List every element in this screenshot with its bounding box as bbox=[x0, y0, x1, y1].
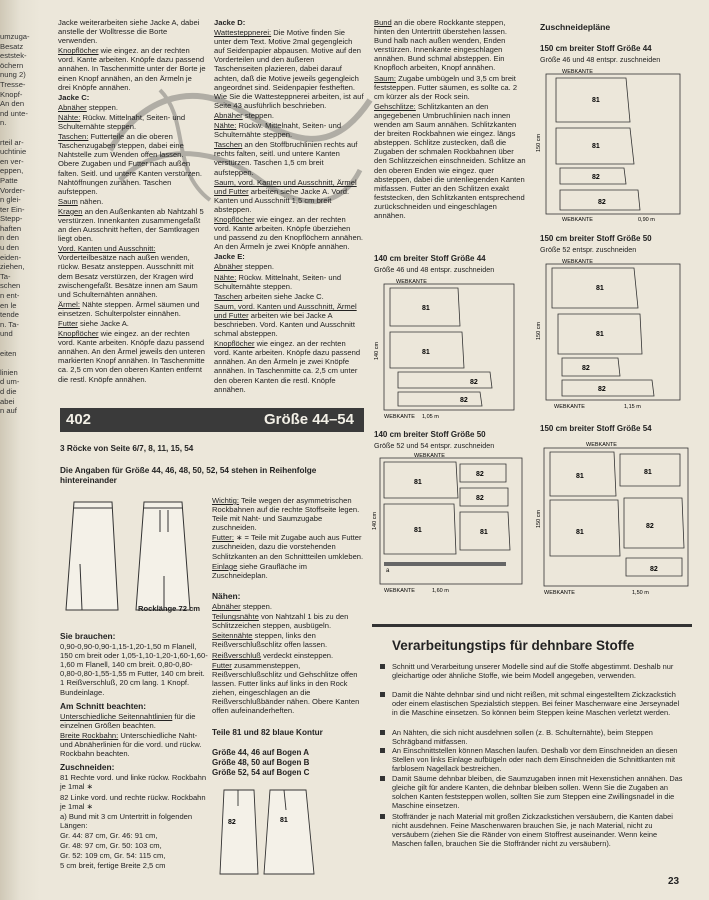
edge-line: Ta- bbox=[0, 271, 11, 281]
col2-paragraph-11: Saum, vord. Kanten und Ausschnitt, Ärmel und Futter arbeiten wie bei Jacke A beschrieben. Vord. Kanten und Ausschnitt schmal absteppen. bbox=[214, 301, 357, 339]
diagram-label: 1,05 m bbox=[422, 414, 439, 420]
zuschneideplaene-title: Zuschneidepläne bbox=[540, 22, 611, 32]
zuschneiden-item: 5 cm breit, fertige Breite 2,5 cm bbox=[60, 861, 166, 871]
naehen-paragraph: Abnäher steppen. bbox=[212, 602, 272, 612]
col1-paragraph-11: Knopflöcher wie eingez. an der rechten vord. Kante arbeiten. Knöpfe dazu passend annähen. An den Ärmel jeweils den unteren markierten Knopf annähen. In Taschenmitte ca. 2,5 cm von den oberen Kanten entfernt die restl. Knöpfe annähen. bbox=[58, 329, 205, 384]
cutting-plan-3 bbox=[370, 276, 526, 422]
previous-page-edge-text bbox=[0, 32, 34, 416]
diagram-label: 82 bbox=[592, 174, 600, 181]
diagram-label: WEBKANTE bbox=[554, 404, 585, 410]
plan-5-title: 140 cm breiter Stoff Größe 50 bbox=[374, 430, 486, 439]
diagram-label: 82 bbox=[598, 386, 606, 393]
plan-1-title: 150 cm breiter Stoff Größe 44 bbox=[540, 44, 652, 53]
diagram-label: 150 cm bbox=[536, 133, 542, 152]
wichtig-paragraph: Einlage siehe Graufläche im Zuschneideplan. bbox=[212, 561, 307, 580]
diagram-label: WEBKANTE bbox=[396, 279, 427, 285]
diagram-label: 81 bbox=[480, 529, 488, 536]
edge-line: rteil ar- bbox=[0, 137, 24, 147]
diagram-label: 150 cm bbox=[536, 321, 542, 340]
diagram-label: WEBKANTE bbox=[562, 69, 593, 75]
edge-line: eststek- bbox=[0, 51, 27, 61]
diagram-label: 140 cm bbox=[372, 511, 378, 530]
edge-line: n ent- bbox=[0, 291, 20, 301]
edge-line: und bbox=[0, 329, 13, 339]
skirt-source-pages: 3 Röcke von Seite 6/7, 8, 11, 15, 54 bbox=[60, 444, 194, 453]
edge-line: ziehen, bbox=[0, 262, 25, 272]
cutting-plan-4 bbox=[534, 438, 698, 598]
col1-paragraph-0: Jacke weiterarbeiten siehe Jacke A, dabei anstelle der Wolltresse die Borte verwenden. bbox=[58, 18, 200, 46]
naehen-title: Nähen: bbox=[212, 591, 241, 601]
col3-paragraph-0: Bund an die obere Rockkante steppen, hinten den Untertritt überstehen lassen. Bund halb nach außen wenden, Enden verstürzen. Innenkante eingeschlagen annähen. Bund schmal absteppen. Ein Knopfloch arbeiten, Knopf annähen. bbox=[374, 18, 507, 73]
plan-3-sub: Größe 46 und 48 entspr. zuschneiden bbox=[374, 265, 495, 274]
edge-line: n. bbox=[0, 118, 7, 128]
plan-1-sub: Größe 46 und 48 entspr. zuschneiden bbox=[540, 55, 661, 64]
edge-line: linien bbox=[0, 367, 18, 377]
diagram-label: WEBKANTE bbox=[384, 588, 415, 594]
diagram-label: 1,50 m bbox=[632, 590, 649, 596]
cutting-plan-5 bbox=[370, 450, 530, 596]
diagram-label: 81 bbox=[644, 469, 652, 476]
edge-line bbox=[0, 339, 34, 349]
col2-paragraph-12: Knopflöcher wie eingez. an der rechten vord. Kante arbeiten. Knöpfe dazu passend annähen. An den Ärmeln je zwei Knöpfe annähen. In Taschenmitte ca. 2,5 cm unter den oberen Kanten die restl. Knöpfe annähen. bbox=[214, 339, 361, 394]
bullet-square-icon bbox=[380, 692, 385, 697]
bogen-size-line: Größe 48, 50 auf Bogen B bbox=[212, 758, 310, 767]
edge-line: tende bbox=[0, 310, 20, 320]
diagram-label: 82 bbox=[582, 365, 590, 372]
naehen-paragraph: Teilungsnähte von Nahtzahl 1 bis zu den Schlitzzeichen steppen, ausbügeln. bbox=[212, 612, 349, 631]
col2-paragraph-10: Taschen arbeiten siehe Jacke C. bbox=[214, 291, 324, 301]
edge-line: n den bbox=[0, 233, 20, 243]
edge-line: An den bbox=[0, 99, 25, 109]
diagram-label: WEBKANTE bbox=[544, 590, 575, 596]
sie-brauchen-title: Sie brauchen: bbox=[60, 631, 116, 641]
column-jacke-d-e-text bbox=[214, 18, 364, 395]
diagram-label: 82 bbox=[476, 471, 484, 478]
section-heading-bar bbox=[60, 408, 364, 432]
diagram-label: 82 bbox=[470, 379, 478, 386]
tips-box bbox=[372, 628, 692, 874]
diagram-label: 150 cm bbox=[536, 509, 542, 528]
tip-item: Stoffränder je nach Material mit großen Zickzackstichen versäubern, die Kanten dabei nicht ausdehnen. Feine Maschenwaren brauchen Sie, je nach Material, nicht zu versäubern (ziehen Sie die Ränder von einem Stoffrest auseinander. Wenn keine Maschen fallen, brauchen Sie die Stoffränder nicht zu versäubern). bbox=[380, 812, 684, 848]
bullet-square-icon bbox=[380, 748, 385, 753]
tip-item: Schnitt und Verarbeitung unserer Modelle sind auf die Stoffe abgestimmt. Deshalb nur gleichartige oder ähnliche Stoffe, wie beim Modell angegeben, verwenden. bbox=[380, 662, 684, 680]
diagram-label: 81 bbox=[414, 527, 422, 534]
tips-title: Verarbeitungstips für dehnbare Stoffe bbox=[392, 638, 635, 653]
sie-brauchen-text: 0,90-0,90-0,90-1,15-1,20-1,50 m Flanell, 150 cm breit oder 1,05-1,10-1,20-1,60-1,60-1,60 m Flanell, 140 cm breit. 0,80-0,80-0,80-0,80-1,55-1,55 m Futter, 140 cm breit. 1 Reißverschluß, 20 cm lang. 1 Knopf. Bundeinlage. bbox=[60, 642, 208, 697]
plan-4-title: 150 cm breiter Stoff Größe 54 bbox=[540, 424, 652, 433]
edge-line bbox=[0, 128, 34, 138]
zuschneiden-item: a) Bund mit 3 cm Untertritt in folgenden Längen: bbox=[60, 811, 193, 830]
diagram-label: 81 bbox=[596, 331, 604, 338]
col1-paragraph-8: Vord. Kanten und Ausschnitt: Vorderteilbesätze nach außen wenden, rückw. Besatz ansteppen. Ausschnitt mit dem Besatz verstürzen, der Kragen wird zwischengefaßt. Besätze innen am Saum und Schulternähten annähen. bbox=[58, 244, 198, 299]
piece-81-label: 81 bbox=[280, 817, 288, 824]
col2-paragraph-4: Taschen an den Stoffbruchlinien rechts auf rechts falten, seitl. und untere Kanten verstürzen. Taschen 1,5 cm breit aufsteppen. bbox=[214, 140, 358, 177]
plan-2-sub: Größe 52 entspr. zuschneiden bbox=[540, 245, 637, 254]
diagram-label: 1,15 m bbox=[624, 404, 641, 410]
bullet-square-icon bbox=[380, 664, 385, 669]
am-schnitt-text-1: Unterschiedliche Seitennahtlinien für die einzelnen Größen beachten. bbox=[60, 711, 196, 730]
zuschneiden-list bbox=[60, 773, 208, 870]
diagram-label: 140 cm bbox=[374, 341, 380, 360]
am-schnitt-text-2: Breite Rockbahn: Unterschiedliche Naht- und Abnäherlinien für die vord. und rückw. Rockbahn beachten. bbox=[60, 730, 202, 759]
edge-line: abei bbox=[0, 396, 15, 406]
plan-5-sub: Größe 52 und 54 entspr. zuschneiden bbox=[374, 441, 495, 450]
diagram-label: 81 bbox=[596, 285, 604, 292]
col2-paragraph-8: Abnäher steppen. bbox=[214, 262, 274, 272]
edge-line: en le bbox=[0, 300, 17, 310]
col2-paragraph-2: Abnäher steppen. bbox=[214, 110, 274, 120]
bullet-square-icon bbox=[380, 730, 385, 735]
zuschneiden-item: Gr. 44: 87 cm, Gr. 46: 91 cm, bbox=[60, 830, 158, 840]
edge-line: u den bbox=[0, 243, 20, 253]
diagram-label: 81 bbox=[576, 473, 584, 480]
col1-paragraph-2: Jacke C: bbox=[58, 92, 90, 102]
column-rock-naehen-text bbox=[374, 18, 526, 221]
diagram-label: 81 bbox=[592, 97, 600, 104]
col1-paragraph-1: Knopflöcher wie eingez. an der rechten vord. Kante arbeiten. Knöpfe dazu passend annähen. In Taschenmitte unter der Borte je einen Knopf annähen, an den Ärmeln je drei Knöpfe annähen. bbox=[58, 46, 206, 92]
edge-line: d die bbox=[0, 386, 17, 396]
col2-paragraph-1: Wattesteppnerei: Die Motive finden Sie unter dem Text. Motive 2mal gegengleich auf Seidenpapier abpausen. Motive auf den Vorderteilen und den äußeren Taschenseiten plazieren, dabei darauf achten, daß die Motive jeweils gegengleich angeordnet sind. Seidenpapier festheften. Wie Sie die Wattesteppnerei arbeiten, ist auf Seite 43 ausführlich beschrieben. bbox=[214, 28, 364, 110]
diagram-label: 82 bbox=[476, 495, 484, 502]
plan-3-title: 140 cm breiter Stoff Größe 44 bbox=[374, 254, 486, 263]
edge-line: uchtinie bbox=[0, 147, 27, 157]
diagram-label: WEBKANTE bbox=[586, 442, 617, 448]
bogen-sizes bbox=[212, 748, 364, 778]
col1-paragraph-7: Kragen an den Außenkanten ab Nahtzahl 5 verstürzen. Innenkanten zusammengefaßt an den Ausschnitt heften, der Samtkragen liegt oben. bbox=[58, 206, 204, 244]
diagram-label: 81 bbox=[576, 529, 584, 536]
edge-line: Besatz bbox=[0, 41, 24, 51]
col2-paragraph-6: Knopflöcher wie eingez. an der rechten vord. Kante arbeiten. Knöpfe überziehen und passend zu den Knopflöchern annähen. An den Ärmeln je zwei Knöpfe annähen. bbox=[214, 214, 364, 252]
edge-line: nung 2) bbox=[0, 70, 26, 80]
zuschneiden-item: 81 Rechte vord. und linke rückw. Rockbahn je 1mal ∗ bbox=[60, 773, 207, 792]
col2-paragraph-7: Jacke E: bbox=[214, 252, 245, 262]
diagram-label: 1,60 m bbox=[432, 588, 449, 594]
edge-line: en ver- bbox=[0, 156, 24, 166]
col2-paragraph-3: Nähte: Rückw. Mittelnaht, Seiten- und Schulternähte steppen. bbox=[214, 121, 342, 140]
zuschneiden-title: Zuschneiden: bbox=[60, 762, 115, 773]
edge-line: Tresse- bbox=[0, 79, 26, 89]
bullet-square-icon bbox=[380, 814, 385, 819]
zuschneiden-item: 82 Linke vord. und rechte rückw. Rockbahn je 1mal ∗ bbox=[60, 792, 206, 811]
bogen-size-line: Größe 44, 46 auf Bogen A bbox=[212, 748, 310, 757]
diagram-label: 82 bbox=[650, 566, 658, 573]
naehen-list bbox=[212, 602, 364, 715]
edge-line: haften bbox=[0, 223, 22, 233]
col1-paragraph-4: Nähte: Rückw. Mittelnaht, Seiten- und Schulternähte steppen. bbox=[58, 112, 186, 132]
diagram-label: 81 bbox=[422, 349, 430, 356]
diagram-label: WEBKANTE bbox=[384, 414, 415, 420]
edge-line: eppen, bbox=[0, 166, 24, 176]
teile-title: Teile 81 und 82 blaue Kontur bbox=[212, 728, 323, 737]
plan-2-title: 150 cm breiter Stoff Größe 50 bbox=[540, 234, 652, 243]
column-jacke-text bbox=[58, 18, 206, 385]
wichtig-paragraph: Wichtig: Teile wegen der asymmetrischen Rockbahnen auf die rechte Stoffseite legen. Teile mit Naht- und Saumzugabe zuschneiden. bbox=[212, 496, 360, 533]
am-schnitt-title: Am Schnitt beachten: bbox=[60, 700, 147, 711]
section-number: 402 bbox=[66, 411, 92, 428]
bullet-square-icon bbox=[380, 776, 385, 781]
cutting-plan-2 bbox=[534, 256, 694, 412]
tip-item: An Nähten, die sich nicht ausdehnen sollen (z. B. Schulternähte), beim Steppen Schrägband mitfassen. bbox=[380, 728, 684, 746]
diagram-label: 81 bbox=[592, 143, 600, 150]
edge-line bbox=[0, 358, 34, 368]
edge-line: schen bbox=[0, 281, 21, 291]
edge-line: eiten bbox=[0, 348, 17, 358]
zuschneiden-item: Gr. 52: 109 cm, Gr. 54: 115 cm, bbox=[60, 851, 166, 861]
edge-line: Knopf- bbox=[0, 89, 23, 99]
diagram-label: a bbox=[386, 568, 390, 574]
tips-divider bbox=[372, 624, 692, 627]
col2-paragraph-5: Saum, vord. Kanten und Ausschnitt, Ärmel und Futter arbeiten siehe Jacke A. Vord. Kanten und Ausschnitt 1,5 cm breit absteppen. bbox=[214, 177, 357, 214]
col1-paragraph-9: Ärmel: Nähte steppen. Ärmel säumen und einsetzen. Schulterpolster einnähen. bbox=[58, 299, 200, 318]
diagram-label: 81 bbox=[422, 305, 430, 312]
edge-line: nd unte- bbox=[0, 108, 28, 118]
edge-line: Vorder- bbox=[0, 185, 25, 195]
edge-line: n auf bbox=[0, 406, 17, 416]
tip-item: Damit die Nähte dehnbar sind und nicht reißen, mit schmal eingestelltem Zickzackstich oder einem elastischen Spezialstich steppen. Bei feiner Maschenware eine Jerseynadel in die Maschine einsetzen. So können beim Steppen keine Maschen verletzt werden. bbox=[380, 690, 684, 717]
tip-item: Damit Säume dehnbar bleiben, die Saumzugaben innen mit Hexenstichen annähen. Das gleiche gilt für andere Kanten, die dehnbar bleiben sollen. Wenn Sie die Zugaben an solchen Kanten feststeppen wollen, sollten Sie zum Steppen eine Zwillingsnadel in die Maschine einsetzen. bbox=[380, 774, 684, 810]
col1-paragraph-5: Taschen: Futterteile an die oberen Taschenzugaben steppen, dabei eine Nahtstelle zum Wenden offen lassen. Obere Zugaben und Futter nach außen falten. Seitl. und untere Kanten verstürzen. Nahtöffnungen zunähen. Taschen aufsteppen. bbox=[58, 132, 202, 196]
col2-paragraph-0: Jacke D: bbox=[214, 18, 246, 27]
col1-paragraph-6: Saum nähen. bbox=[58, 196, 104, 206]
edge-line: n glei- bbox=[0, 195, 21, 205]
diagram-label: 81 bbox=[414, 479, 422, 486]
materials-section bbox=[60, 632, 208, 871]
edge-line: Patte bbox=[0, 175, 18, 185]
page-number: 23 bbox=[668, 876, 680, 887]
diagram-label: 0,90 m bbox=[638, 217, 655, 223]
diagram-label: WEBKANTE bbox=[562, 217, 593, 223]
wichtig-paragraph: Futter: ∗ = Teile mit Zugabe auch aus Futter zuschneiden, dazu die vorstehenden Schlitzkanten an den Schnittteilen umkleben. bbox=[212, 533, 364, 561]
naehen-paragraph: Reißverschluß verdeckt einsteppen. bbox=[212, 650, 334, 660]
edge-line: Stepp- bbox=[0, 214, 23, 224]
cutting-plan-1 bbox=[534, 66, 694, 224]
diagram-label: 82 bbox=[646, 523, 654, 530]
edge-line: öchern bbox=[0, 60, 24, 70]
skirt-size-note: Die Angaben für Größe 44, 46, 48, 50, 52, 54 stehen in Reihenfolge hintereinander bbox=[60, 466, 317, 485]
rock-length-label: Rocklänge 72 cm bbox=[138, 604, 201, 613]
edge-line: d um- bbox=[0, 377, 20, 387]
diagram-label: 82 bbox=[598, 199, 606, 206]
edge-line: umzuga- bbox=[0, 32, 30, 41]
col3-paragraph-2: Gehschlitze: Schlitzkanten an den angegebenen Umbruchlinien nach innen wenden am Saum annähen. Schlitzkanten der breiten Rockbahnen wie eingez. längs absteppen. Schlitze zustecken, daß die Zugaben der schmalen Rockbahnen über den Schlitzzeichen einschneiden. Schlitze an den oberen Enden wie eingez. quer absteppen, dabei die untenliegenden Kanten mitfassen. Futter an den Schlitzen exakt feststecken, den Schlitzkanten entsprechend zurückschneiden und eingeschlagen annähen. bbox=[374, 101, 526, 220]
zuschneiden-item: Gr. 48: 97 cm, Gr. 50: 103 cm, bbox=[60, 840, 162, 850]
bogen-size-line: Größe 52, 54 auf Bogen C bbox=[212, 768, 310, 777]
naehen-section bbox=[212, 592, 364, 716]
edge-line: eiden- bbox=[0, 252, 22, 262]
section-size-range: Größe 44–54 bbox=[263, 411, 354, 428]
edge-line: ter Ein- bbox=[0, 204, 25, 214]
col2-paragraph-9: Nähte: Rückw. Mittelnaht, Seiten- und Schulternähte steppen. bbox=[214, 272, 342, 291]
wichtig-section bbox=[212, 496, 364, 581]
edge-line: n. Ta- bbox=[0, 319, 19, 329]
diagram-label: WEBKANTE bbox=[562, 259, 593, 265]
col1-paragraph-3: Abnäher steppen. bbox=[58, 102, 118, 112]
tip-item: An Einschnittstellen können Maschen laufen. Deshalb vor dem Einschneiden an diesen Stellen von links Einlage aufbügeln oder nach dem Einschneiden die Schnittkanten mit farblosem Nagellack bestreichen. bbox=[380, 746, 684, 773]
pattern-pieces-drawing bbox=[214, 782, 332, 876]
diagram-label: 82 bbox=[460, 397, 468, 404]
naehen-paragraph: Seitennähte steppen, links den Reißverschlußschlitz offen lassen. bbox=[212, 631, 328, 650]
col3-paragraph-1: Saum: Zugabe umbügeln und 3,5 cm breit feststeppen. Futter säumen, es sollte ca. 2 cm kürzer als der Rock sein. bbox=[374, 73, 518, 101]
naehen-paragraph: Futter zusammensteppen, Reißverschlußschlitz und Gehschlitze offen lassen. Futter links auf links in den Rock ziehen, eingeschlagen an die Reißverschlußbänder nähen. Obere Kanten offen aufeinanderheften. bbox=[212, 660, 360, 716]
col1-paragraph-10: Futter siehe Jacke A. bbox=[58, 319, 129, 328]
piece-82-label: 82 bbox=[228, 819, 236, 826]
diagram-label: WEBKANTE bbox=[414, 453, 445, 459]
